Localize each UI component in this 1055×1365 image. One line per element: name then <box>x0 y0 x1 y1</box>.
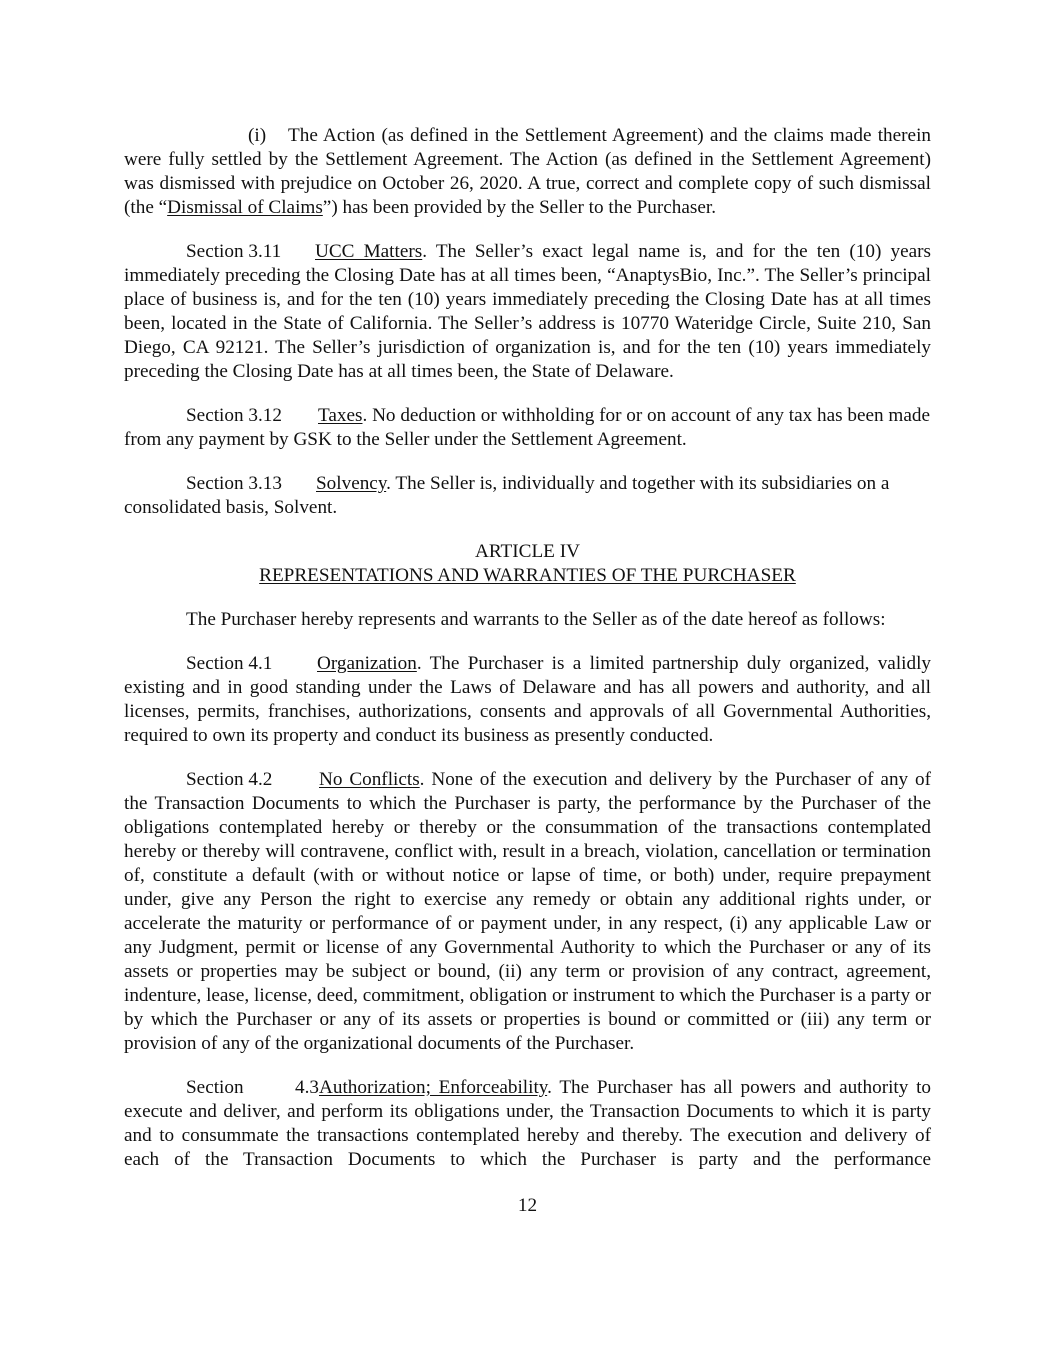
section-text: . The Purchaser has all powers and authority to execute and deliver, and perform its obligations under, the Transaction Documents to which it is party and to consummate the transactions contemplated hereby and thereby. The execution and delivery of each of the Transaction Documents to which the Purchaser is party and the performance <box>124 1077 931 1170</box>
section-4-3 <box>124 1076 931 1172</box>
section-text: . The Seller’s exact legal name is, and for the ten (10) years immediately preceding the Closing Date has at all times been, “AnaptysBio, Inc.”. The Seller’s principal place of business is, and for the ten (10) years immediately preceding the Closing Date has at all times been, located in the State of California. The Seller’s address is 10770 Wateridge Circle, Suite 210, San Diego, CA 92121. The Seller’s jurisdiction of organization is, and for the ten (10) years immediately preceding the Closing Date has at all times been, the State of Delaware. <box>124 241 931 382</box>
page-body <box>124 124 931 1172</box>
section-number: Section 4.2 <box>186 769 273 790</box>
section-4-2 <box>124 768 931 1056</box>
section-heading: Organization <box>317 653 417 674</box>
section-text: . The Seller is, individually and together with its subsidiaries on a consolidated basis, Solvent. <box>124 473 890 518</box>
section-text: . No deduction or withholding for or on account of any tax has been made from any payment by GSK to the Seller under the Settlement Agreement. <box>124 405 930 450</box>
section-number: Section 3.12 <box>186 405 282 426</box>
section-number: Section 3.13 <box>186 473 282 494</box>
section-3-12 <box>124 404 931 452</box>
section-heading: Taxes <box>318 405 363 426</box>
page-number: 12 <box>517 1195 538 1216</box>
section-number: Section 3.11 <box>186 241 282 262</box>
section-4-1 <box>124 652 931 748</box>
article-label: ARTICLE IV <box>475 541 580 562</box>
section-heading: UCC Matters <box>315 241 423 262</box>
section-3-11 <box>124 240 931 384</box>
section-text: . None of the execution and delivery by the Purchaser of any of the Transaction Documents to which the Purchaser is party, the performance by the Purchaser of the obligations contemplated hereby or thereby or the consummation of the transactions contemplated hereby or thereby will contravene, conflict with, result in a breach, violation, cancellation or termination of, constitute a default (with or without notice or lapse of time, or both) under, require prepayment under, give any Person the right to exercise any remedy or obtain any additional rights under, or accelerate the maturity or performance of or payment under, in any respect, (i) any applicable Law or any Judgment, permit or license of any Governmental Authority to which the Purchaser or any of its assets or properties may be subject or bound, (ii) any term or provision of any contract, agreement, indenture, lease, license, deed, commitment, obligation or instrument to which the Purchaser is a party or by which the Purchaser or any of its assets or properties is bound or committed or (iii) any term or provision of any of the organizational documents of the Purchaser. <box>124 769 931 1054</box>
section-heading: Solvency <box>316 473 387 494</box>
section-heading: Authorization; Enforceability <box>319 1077 548 1098</box>
article-title: REPRESENTATIONS AND WARRANTIES OF THE PURCHASER <box>259 565 796 586</box>
article-heading <box>124 540 931 588</box>
article-intro: The Purchaser hereby represents and warrants to the Seller as of the date hereof as follows: <box>186 609 886 630</box>
section-heading: No Conflicts <box>319 769 420 790</box>
section-number: Section 4.1 <box>186 653 273 674</box>
section-3-13 <box>124 472 931 520</box>
clause-marker: (i) <box>248 125 267 146</box>
section-number: Section 4.3 <box>186 1077 319 1098</box>
defined-term: Dismissal of Claims <box>167 197 323 218</box>
section-text: . The Purchaser is a limited partnership duly organized, validly existing and in good standing under the Laws of Delaware and has all powers and authority, and all licenses, permits, franchises, authorizations, consents and approvals of all Governmental Authorities, required to own its property and conduct its business as presently conducted. <box>124 653 931 746</box>
clause-i: (i) The Action (as defined in the Settlement Agreement) and the claims made therein were fully settled by the Settlement Agreement. The Action (as defined in the Settlement Agreement) was dismissed with prejudice on October 26, 2020. A true, correct and complete copy of such dismissal (the “Dismissal of Claims”) has been provided by the Seller to the Purchaser. <box>124 125 931 218</box>
